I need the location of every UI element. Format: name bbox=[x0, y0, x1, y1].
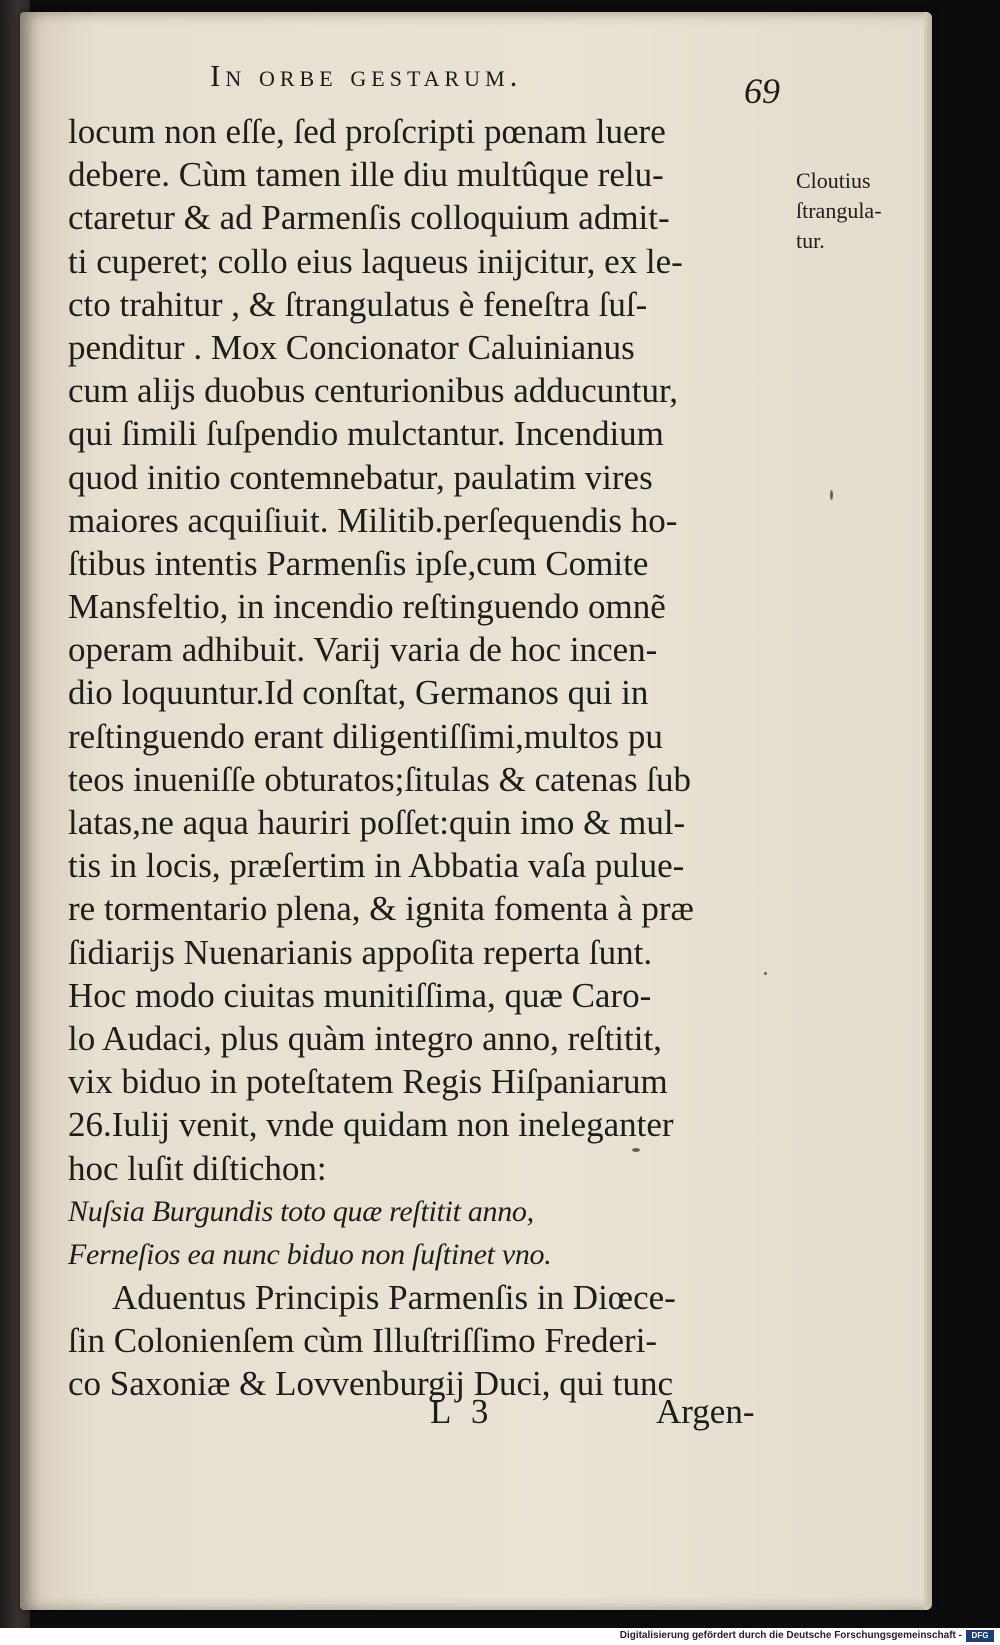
text-line: hoc luſit diſtichon: bbox=[68, 1148, 327, 1188]
text-line: ſtibus intentis Parmenſis ipſe,cum Comite bbox=[68, 543, 649, 583]
marginal-note-line: Cloutius bbox=[796, 168, 871, 193]
text-line: Hoc modo ciuitas munitiſſima, quæ Caro- bbox=[68, 975, 652, 1015]
signature-mark: L 3 bbox=[430, 1392, 495, 1431]
text-line: latas,ne aqua hauriri poſſet:quin imo & mul- bbox=[68, 803, 686, 842]
text-line: locum non eſſe, ſed proſcripti pœnam luere bbox=[68, 112, 666, 151]
text-line: ſin Colonienſem cùm Illuſtriſſimo Frederi- bbox=[68, 1321, 658, 1361]
text-line: penditur . Mox Concionator Caluinianus bbox=[68, 327, 635, 367]
text-line: co Saxoniæ & Lovvenburgij Duci, qui tunc bbox=[68, 1364, 673, 1404]
verse-line: Nuſsia Burgundis toto quæ reſtitit anno, bbox=[68, 1194, 534, 1228]
text-line: reſtinguendo erant diligentiſſimi,multos pu bbox=[68, 716, 663, 756]
text-line: dio loquuntur.Id conſtat, Germanos qui in bbox=[68, 673, 649, 713]
text-line: maiores acquiſiuit. Militib.perſequendis ho- bbox=[68, 500, 678, 540]
paragraph-start-line: Aduentus Principis Parmenſis in Diœce- bbox=[112, 1278, 676, 1318]
marginal-note-line: ſtrangula- bbox=[796, 198, 882, 223]
running-head: In orbe gestarum. bbox=[210, 58, 523, 93]
verse-line: Ferneſios ea nunc biduo non ſuſtinet vno. bbox=[68, 1237, 552, 1271]
catchword: Argen- bbox=[656, 1392, 755, 1431]
marginal-note bbox=[796, 166, 932, 256]
text-line: lo Audaci, plus quàm integro anno, reſtitit, bbox=[68, 1018, 662, 1058]
marginal-note-line: tur. bbox=[796, 228, 825, 253]
text-line: teos inueniſſe obturatos;ſitulas & catenas ſub bbox=[68, 759, 692, 799]
text-line: tis in locis, præſertim in Abbatia vaſa pulue- bbox=[68, 846, 685, 886]
text-line: ſidiarijs Nuenarianis appoſita reperta ſunt. bbox=[68, 932, 653, 972]
text-line: re tormentario plena, & ignita fomenta à præ bbox=[68, 889, 694, 929]
text-line: qui ſimili ſuſpendio mulctantur. Incendium bbox=[68, 414, 664, 454]
text-line: debere. Cùm tamen ille diu multûque relu- bbox=[68, 155, 664, 195]
text-line: vix biduo in poteſtatem Regis Hiſpaniarum bbox=[68, 1062, 668, 1102]
dfg-logo: DFG bbox=[966, 1630, 994, 1642]
funding-credit: Digitalisierung gefördert durch die Deutsche Forschungsgemeinschaft - bbox=[619, 1630, 962, 1641]
text-line: Mansfeltio, in incendio reſtinguendo omnẽ bbox=[68, 587, 666, 627]
text-line: ctaretur & ad Parmenſis colloquium admit- bbox=[68, 198, 670, 238]
text-line: 26.Iulij venit, vnde quidam non ineleganter bbox=[68, 1105, 674, 1145]
text-line: cum alijs duobus centurionibus adducuntur, bbox=[68, 371, 679, 411]
text-line: quod initio contemnebatur, paulatim vires bbox=[68, 457, 653, 497]
text-line: ti cuperet; collo eius laqueus inijcitur, ex le- bbox=[68, 241, 683, 281]
main-text-block bbox=[68, 110, 788, 1406]
text-line: operam adhibuit. Varij varia de hoc incen- bbox=[68, 630, 658, 670]
page-number: 69 bbox=[744, 71, 780, 111]
paper-speck bbox=[830, 490, 833, 500]
text-line: cto trahitur , & ſtrangulatus è feneſtra ſuſ- bbox=[68, 284, 648, 324]
